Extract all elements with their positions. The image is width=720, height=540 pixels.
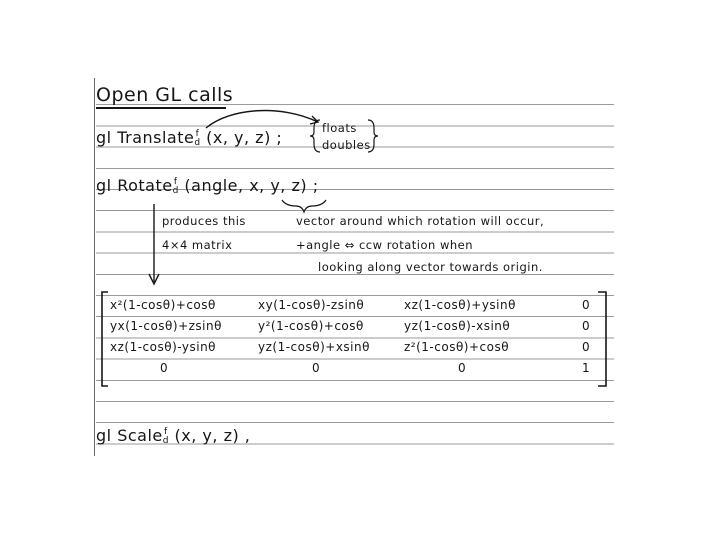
scale-type-d: d [162, 435, 169, 446]
matrix-cell: 0 [458, 361, 467, 375]
translate-type-f: f [195, 128, 200, 139]
matrix-cell: xy(1-cosθ)-zsinθ [258, 298, 365, 312]
translate-type-note [322, 120, 371, 154]
note-doubles: doubles [322, 138, 371, 152]
page-title: Open GL calls [96, 84, 234, 106]
matrix-cell: yz(1-cosθ)+xsinθ [258, 340, 370, 354]
rotate-type-brace [173, 178, 179, 196]
produces-line-1: produces this [162, 214, 246, 228]
translate-call [96, 128, 282, 148]
vector-note-3: looking along vector towards origin. [318, 260, 543, 274]
matrix-row [106, 361, 604, 382]
translate-function: gl Translate [96, 128, 195, 147]
rotation-matrix [106, 298, 604, 382]
matrix-row [106, 298, 604, 319]
vector-note-1: vector around which rotation will occur, [296, 214, 545, 228]
matrix-cell: z²(1-cosθ)+cosθ [404, 340, 510, 354]
translate-args: (x, y, z) ; [206, 128, 283, 147]
produces-line-2: 4×4 matrix [162, 238, 233, 252]
scale-args: (x, y, z) , [174, 426, 251, 445]
margin-line [94, 78, 95, 456]
scale-function: gl Scale [96, 426, 163, 445]
vector-note-2: +angle ⇔ ccw rotation when [296, 238, 474, 252]
rotate-function: gl Rotate [96, 176, 173, 195]
title-underline [96, 107, 226, 109]
scale-type-f: f [164, 426, 168, 437]
matrix-cell: x²(1-cosθ)+cosθ [110, 298, 216, 312]
translate-type-d: d [194, 137, 201, 148]
scale-call [96, 426, 250, 446]
rotate-type-f: f [173, 176, 178, 187]
matrix-row [106, 340, 604, 361]
rotate-args: (angle, x, y, z) ; [184, 176, 319, 195]
matrix-cell: y²(1-cosθ)+cosθ [258, 319, 364, 333]
matrix-cell: 0 [312, 361, 321, 375]
rotate-call [96, 176, 319, 196]
translate-type-brace [194, 130, 200, 148]
matrix-row [106, 319, 604, 340]
matrix-cell: 1 [582, 361, 591, 375]
matrix-cell: 0 [160, 361, 169, 375]
matrix-cell: yz(1-cosθ)-xsinθ [404, 319, 511, 333]
matrix-cell: xz(1-cosθ)-ysinθ [110, 340, 217, 354]
matrix-cell: 0 [582, 298, 591, 312]
matrix-cell: yx(1-cosθ)+zsinθ [110, 319, 222, 333]
note-floats: floats [322, 121, 357, 135]
rotate-type-d: d [172, 185, 179, 196]
matrix-cell: 0 [582, 319, 591, 333]
scale-type-brace [163, 428, 169, 446]
matrix-cell: xz(1-cosθ)+ysinθ [404, 298, 516, 312]
matrix-cell: 0 [582, 340, 591, 354]
